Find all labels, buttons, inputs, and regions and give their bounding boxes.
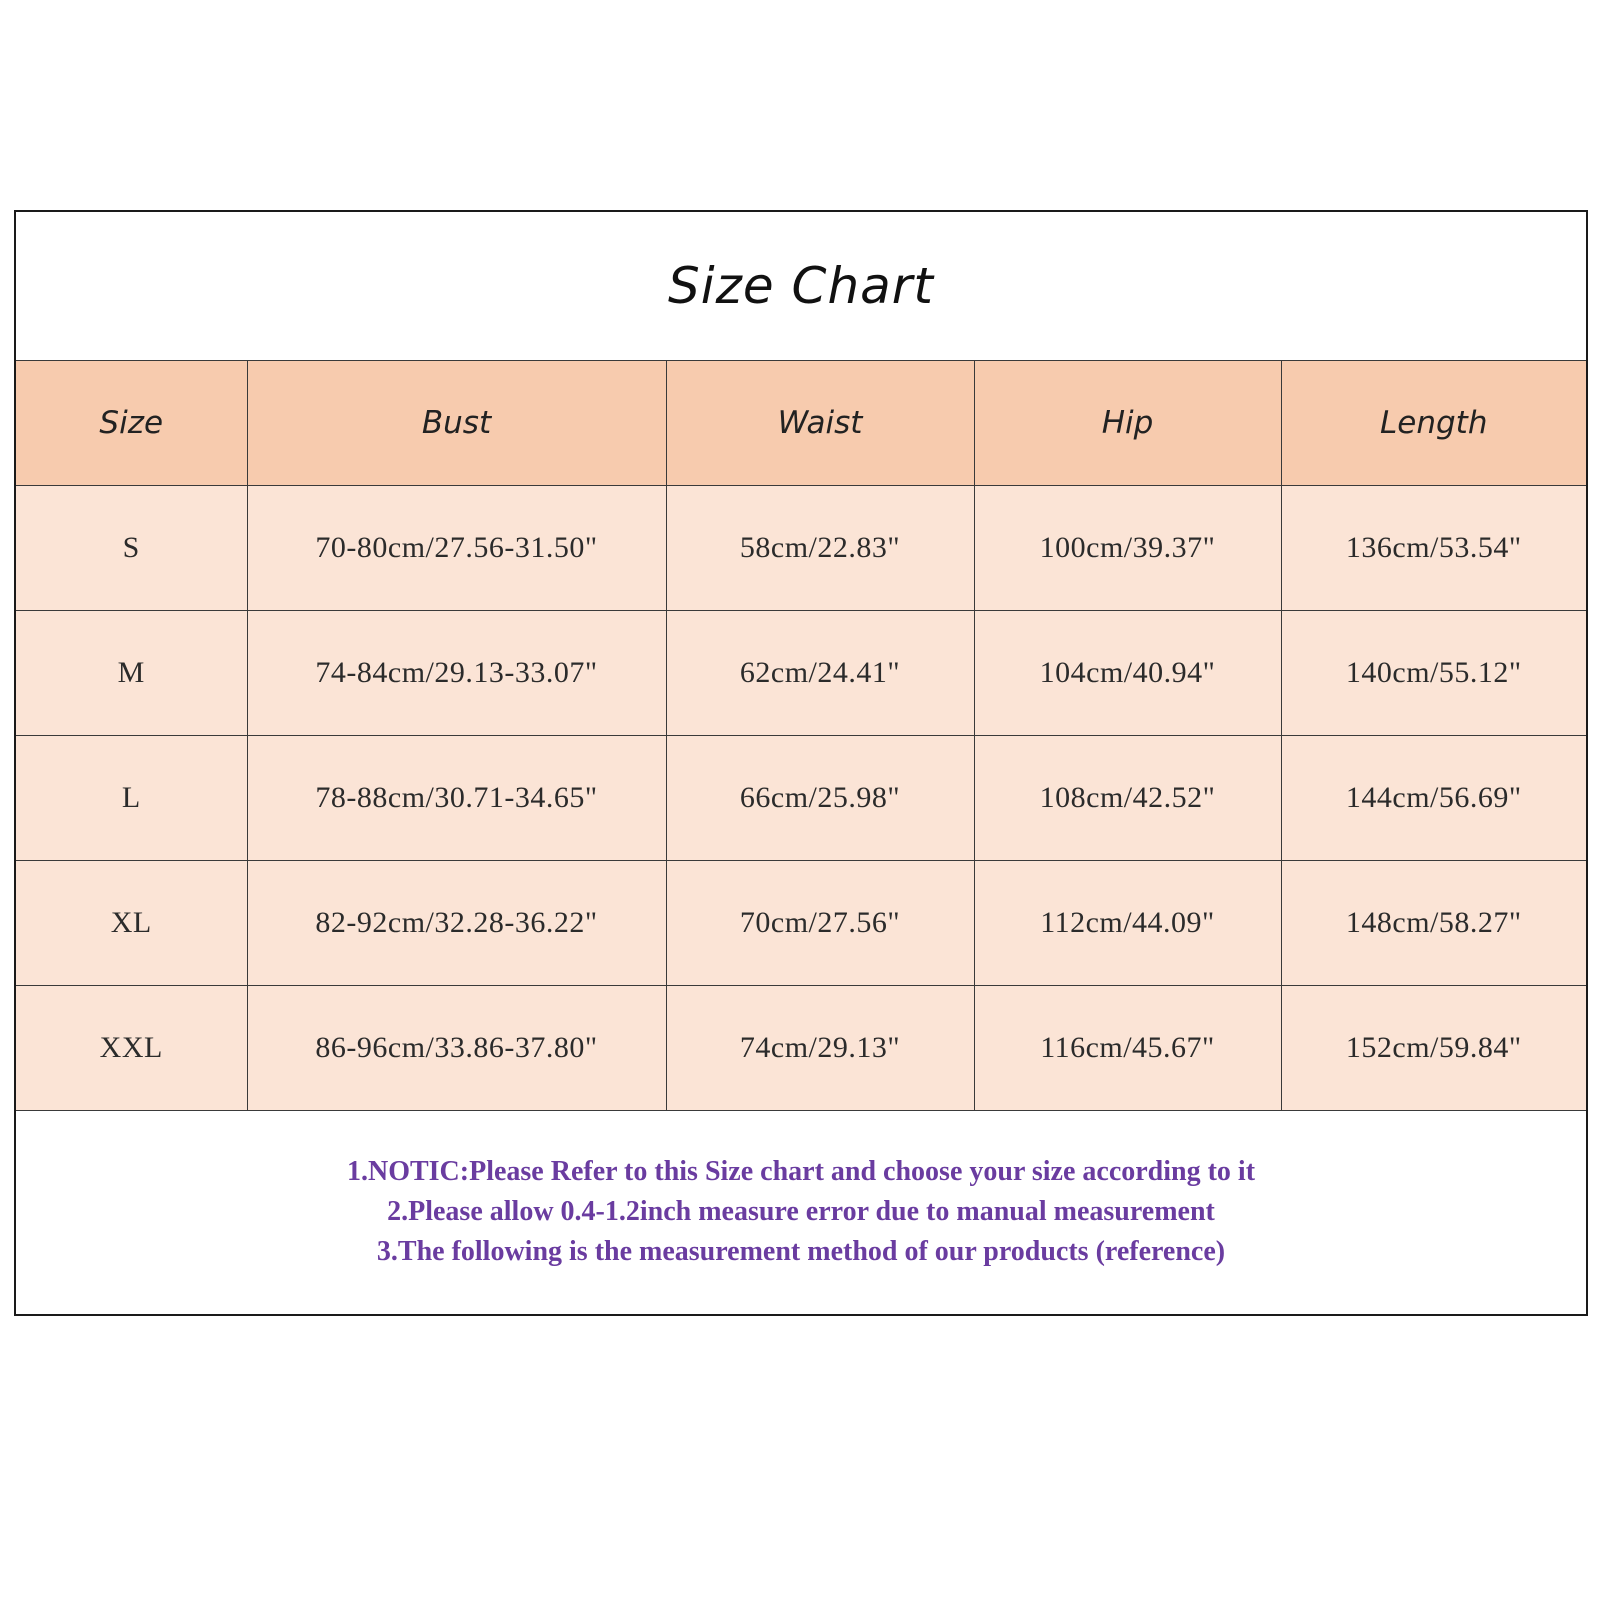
cell-hip: 104cm/40.94" <box>974 611 1281 736</box>
cell-hip: 112cm/44.09" <box>974 861 1281 986</box>
note-line-1: 1.NOTIC:Please Refer to this Size chart and choose your size according to it <box>346 1156 1256 1187</box>
cell-waist: 74cm/29.13" <box>666 986 974 1111</box>
cell-length: 136cm/53.54" <box>1281 486 1586 611</box>
cell-hip: 100cm/39.37" <box>974 486 1281 611</box>
table-row <box>16 611 1586 736</box>
cell-bust: 74-84cm/29.13-33.07" <box>247 611 666 736</box>
cell-bust: 82-92cm/32.28-36.22" <box>247 861 666 986</box>
header-length: Length <box>1281 361 1586 486</box>
cell-hip: 108cm/42.52" <box>974 736 1281 861</box>
cell-length: 148cm/58.27" <box>1281 861 1586 986</box>
size-table <box>16 360 1586 1111</box>
table-row <box>16 736 1586 861</box>
table-row <box>16 486 1586 611</box>
cell-bust: 78-88cm/30.71-34.65" <box>247 736 666 861</box>
note-line-2: 2.Please allow 0.4-1.2inch measure error due to manual measurement <box>387 1196 1215 1227</box>
cell-bust: 70-80cm/27.56-31.50" <box>247 486 666 611</box>
cell-size: L <box>16 736 247 861</box>
notes-section <box>16 1110 1586 1314</box>
cell-bust: 86-96cm/33.86-37.80" <box>247 986 666 1111</box>
note-line-3: 3.The following is the measurement method of our products (reference) <box>376 1236 1226 1267</box>
cell-size: M <box>16 611 247 736</box>
header-size: Size <box>16 361 247 486</box>
cell-size: S <box>16 486 247 611</box>
cell-size: XL <box>16 861 247 986</box>
cell-waist: 70cm/27.56" <box>666 861 974 986</box>
table-row <box>16 986 1586 1111</box>
cell-waist: 62cm/24.41" <box>666 611 974 736</box>
header-waist: Waist <box>666 361 974 486</box>
cell-length: 144cm/56.69" <box>1281 736 1586 861</box>
cell-waist: 66cm/25.98" <box>666 736 974 861</box>
chart-title: Size Chart <box>668 257 934 315</box>
table-row <box>16 861 1586 986</box>
cell-hip: 116cm/45.67" <box>974 986 1281 1111</box>
cell-size: XXL <box>16 986 247 1111</box>
header-bust: Bust <box>247 361 666 486</box>
header-hip: Hip <box>974 361 1281 486</box>
table-header-row <box>16 361 1586 486</box>
cell-length: 152cm/59.84" <box>1281 986 1586 1111</box>
cell-length: 140cm/55.12" <box>1281 611 1586 736</box>
cell-waist: 58cm/22.83" <box>666 486 974 611</box>
size-chart-frame <box>14 210 1588 1316</box>
